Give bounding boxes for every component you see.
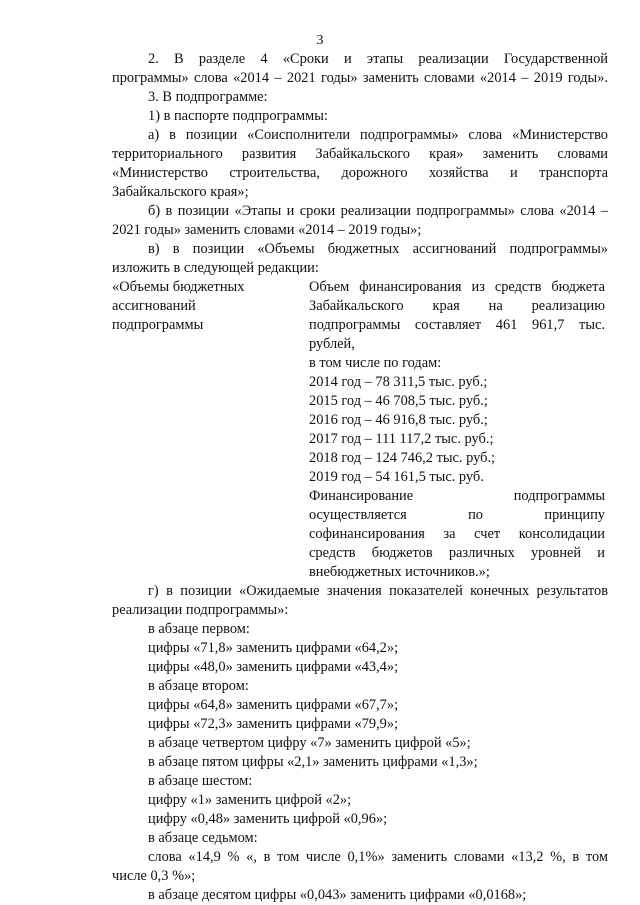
- table-right-line: в том числе по годам:: [309, 355, 442, 371]
- paragraph-line: 3. В подпрограмме:: [148, 89, 268, 105]
- paragraph-line: Забайкальского края»;: [112, 184, 249, 200]
- paragraph-line: в абзаце четвертом цифру «7» заменить цифрой «5»;: [148, 735, 471, 751]
- paragraph-line: в) в позиции «Объемы бюджетных ассигнований подпрограммы»: [148, 241, 608, 257]
- paragraph-line: цифры «48,0» заменить цифрами «43,4»;: [148, 659, 399, 675]
- paragraph-line: цифру «1» заменить цифрой «2»;: [148, 792, 352, 808]
- paragraph-line: а) в позиции «Соисполнители подпрограммы» слова «Министерство: [148, 127, 608, 143]
- paragraph-line: г) в позиции «Ожидаемые значения показателей конечных результатов: [148, 583, 608, 599]
- funding-year-2018: 2018 год – 124 746,2 тыс. руб.;: [309, 450, 496, 466]
- paragraph-line: в абзаце пятом цифры «2,1» заменить цифрами «1,3»;: [148, 754, 478, 770]
- paragraph-line: реализации подпрограммы»:: [112, 602, 289, 618]
- table-left-cell: «Объемы бюджетных: [112, 279, 245, 295]
- paragraph-line: слова «14,9 % «, в том числе 0,1%» заменить словами «13,2 %, в том: [148, 849, 608, 865]
- table-left-cell: ассигнований: [112, 298, 196, 314]
- paragraph-line: в абзаце втором:: [148, 678, 249, 694]
- paragraph-line: цифру «0,48» заменить цифрой «0,96»;: [148, 811, 388, 827]
- paragraph-line: б) в позиции «Этапы и сроки реализации подпрограммы» слова «2014 –: [148, 203, 608, 219]
- funding-year-2016: 2016 год – 46 916,8 тыс. руб.;: [309, 412, 488, 428]
- funding-year-2017: 2017 год – 111 117,2 тыс. руб.;: [309, 431, 494, 447]
- table-right-line: Забайкальского края на реализацию: [309, 298, 605, 314]
- paragraph-line: цифры «72,3» заменить цифрами «79,9»;: [148, 716, 399, 732]
- table-right-line: софинансирования за счет консолидации: [309, 526, 605, 542]
- paragraph-line: в абзаце первом:: [148, 621, 250, 637]
- page-number: 3: [316, 33, 324, 48]
- paragraph-line: территориального развития Забайкальского края» заменить словами: [112, 146, 608, 162]
- paragraph-line: в абзаце шестом:: [148, 773, 253, 789]
- table-right-line: осуществляется по принципу: [309, 507, 605, 523]
- paragraph-line: 1) в паспорте подпрограммы:: [148, 108, 328, 124]
- table-right-line: подпрограммы составляет 461 961,7 тыс.: [309, 317, 605, 333]
- table-right-line: внебюджетных источников.»;: [309, 564, 490, 580]
- paragraph-line: цифры «64,8» заменить цифрами «67,7»;: [148, 697, 399, 713]
- table-right-line: Объем финансирования из средств бюджета: [309, 279, 605, 295]
- paragraph-line: числе 0,3 %»;: [112, 868, 196, 884]
- paragraph-line: цифры «71,8» заменить цифрами «64,2»;: [148, 640, 399, 656]
- paragraph-line: в абзаце седьмом:: [148, 830, 258, 846]
- paragraph-line: изложить в следующей редакции:: [112, 260, 319, 276]
- table-right-line: рублей,: [309, 336, 355, 352]
- paragraph-line: 2. В разделе 4 «Сроки и этапы реализации Государственной: [148, 51, 608, 67]
- table-right-line: Финансирование подпрограммы: [309, 488, 605, 504]
- funding-year-2019: 2019 год – 54 161,5 тыс. руб.: [309, 469, 484, 485]
- funding-year-2015: 2015 год – 46 708,5 тыс. руб.;: [309, 393, 488, 409]
- funding-year-2014: 2014 год – 78 311,5 тыс. руб.;: [309, 374, 488, 390]
- table-left-cell: подпрограммы: [112, 317, 204, 333]
- paragraph-line: программы» слова «2014 – 2021 годы» заменить словами «2014 – 2019 годы».: [112, 70, 608, 86]
- paragraph-line: 2021 годы» заменить словами «2014 – 2019 годы»;: [112, 222, 422, 238]
- table-right-line: средств бюджетов различных уровней и: [309, 545, 605, 561]
- paragraph-line: «Министерство строительства, дорожного хозяйства и транспорта: [112, 165, 608, 181]
- paragraph-line: в абзаце десятом цифры «0,043» заменить цифрами «0,0168»;: [148, 887, 527, 903]
